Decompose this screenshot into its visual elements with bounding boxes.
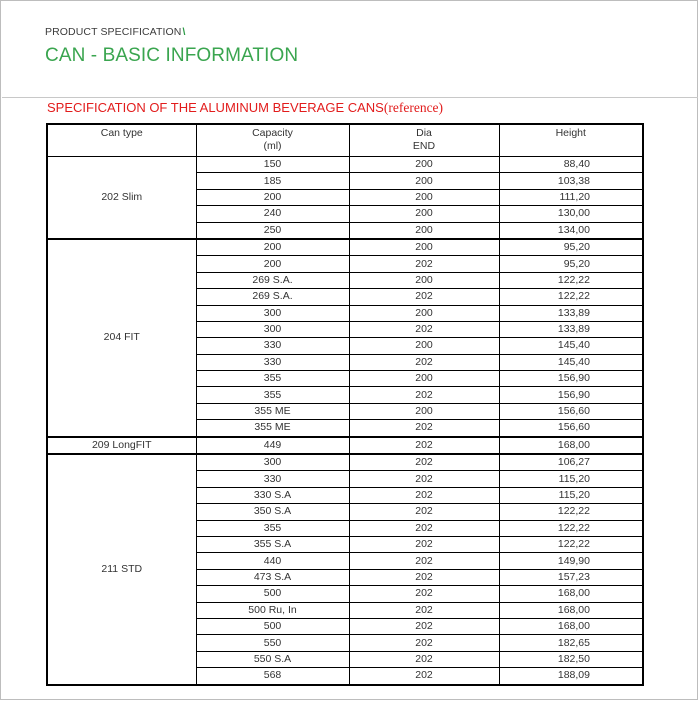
capacity-cell: 150 [196,157,349,173]
height-cell: 182,65 [499,635,643,651]
dia-cell: 202 [349,387,499,403]
height-cell: 133,89 [499,321,643,337]
capacity-cell: 300 [196,305,349,321]
dia-cell: 202 [349,471,499,487]
can-type-cell: 202 Slim [47,157,196,239]
height-cell: 95,20 [499,256,643,272]
dia-cell: 200 [349,305,499,321]
dia-cell: 202 [349,668,499,685]
dia-cell: 202 [349,321,499,337]
capacity-cell: 300 [196,321,349,337]
dia-cell: 202 [349,354,499,370]
height-cell: 156,90 [499,371,643,387]
dia-cell: 202 [349,454,499,471]
kicker-mark: \ [182,26,186,38]
header-divider [2,97,698,98]
can-spec-table [46,123,644,686]
header-capacity-label: Capacity [252,127,293,139]
dia-cell: 202 [349,487,499,503]
table-row [47,437,643,454]
capacity-cell: 269 S.A. [196,289,349,305]
header-dia-sub: END [412,140,436,152]
header-can-type-label: Can type [100,127,143,139]
dia-cell: 200 [349,338,499,354]
capacity-cell: 355 [196,520,349,536]
height-cell: 103,38 [499,173,643,189]
section-title-text: SPECIFICATION OF THE ALUMINUM BEVERAGE CANS [47,100,384,115]
dia-cell: 202 [349,420,499,437]
page-title: CAN - BASIC INFORMATION [45,45,299,66]
capacity-cell: 355 ME [196,403,349,419]
height-cell: 182,50 [499,651,643,667]
capacity-cell: 500 Ru, In [196,602,349,618]
height-cell: 122,22 [499,504,643,520]
dia-cell: 202 [349,536,499,552]
dia-cell: 200 [349,222,499,239]
height-cell: 122,22 [499,272,643,288]
height-cell: 156,60 [499,420,643,437]
dia-cell: 202 [349,569,499,585]
kicker-label: PRODUCT SPECIFICATION [45,26,182,38]
dia-cell: 200 [349,272,499,288]
table-row [47,157,643,173]
header-can-type [47,124,196,157]
height-cell: 145,40 [499,338,643,354]
capacity-cell: 269 S.A. [196,272,349,288]
dia-cell: 202 [349,256,499,272]
capacity-cell: 355 [196,371,349,387]
capacity-cell: 355 S.A [196,536,349,552]
height-cell: 115,20 [499,487,643,503]
capacity-cell: 300 [196,454,349,471]
height-cell: 122,22 [499,289,643,305]
capacity-cell: 440 [196,553,349,569]
dia-cell: 202 [349,618,499,634]
table-header-row [47,124,643,157]
height-cell: 156,60 [499,403,643,419]
document-kicker [45,26,186,38]
height-cell: 130,00 [499,206,643,222]
header-height-label: Height [555,127,586,139]
height-cell: 188,09 [499,668,643,685]
capacity-cell: 550 S.A [196,651,349,667]
dia-cell: 200 [349,173,499,189]
capacity-cell: 330 [196,354,349,370]
table-row [47,239,643,256]
dia-cell: 202 [349,651,499,667]
table-row [47,454,643,471]
capacity-cell: 200 [196,189,349,205]
height-cell: 157,23 [499,569,643,585]
capacity-cell: 568 [196,668,349,685]
capacity-cell: 330 [196,471,349,487]
capacity-cell: 449 [196,437,349,454]
dia-cell: 202 [349,586,499,602]
can-type-cell: 204 FIT [47,239,196,437]
header-capacity-unit: (ml) [263,140,282,152]
height-cell: 88,40 [499,157,643,173]
can-type-cell: 209 LongFIT [47,437,196,454]
capacity-cell: 500 [196,618,349,634]
capacity-cell: 200 [196,256,349,272]
height-cell: 145,40 [499,354,643,370]
height-cell: 168,00 [499,618,643,634]
dia-cell: 200 [349,206,499,222]
dia-cell: 202 [349,635,499,651]
header-height [499,124,643,157]
height-cell: 168,00 [499,437,643,454]
can-type-cell: 211 STD [47,454,196,684]
capacity-cell: 330 [196,338,349,354]
header-capacity [196,124,349,157]
capacity-cell: 355 [196,387,349,403]
dia-cell: 202 [349,437,499,454]
dia-cell: 202 [349,289,499,305]
capacity-cell: 200 [196,239,349,256]
section-title-suffix: (reference) [383,100,444,115]
height-cell: 95,20 [499,239,643,256]
dia-cell: 200 [349,239,499,256]
dia-cell: 202 [349,504,499,520]
dia-cell: 202 [349,553,499,569]
height-cell: 133,89 [499,305,643,321]
capacity-cell: 330 S.A [196,487,349,503]
capacity-cell: 355 ME [196,420,349,437]
dia-cell: 202 [349,602,499,618]
header-dia-label: Dia [416,127,432,139]
capacity-cell: 473 S.A [196,569,349,585]
height-cell: 149,90 [499,553,643,569]
height-cell: 156,90 [499,387,643,403]
height-cell: 111,20 [499,189,643,205]
table-body [47,157,643,685]
height-cell: 168,00 [499,602,643,618]
height-cell: 122,22 [499,520,643,536]
capacity-cell: 185 [196,173,349,189]
height-cell: 115,20 [499,471,643,487]
height-cell: 122,22 [499,536,643,552]
dia-cell: 200 [349,189,499,205]
capacity-cell: 350 S.A [196,504,349,520]
capacity-cell: 240 [196,206,349,222]
dia-cell: 200 [349,403,499,419]
dia-cell: 200 [349,371,499,387]
dia-cell: 200 [349,157,499,173]
dia-cell: 202 [349,520,499,536]
height-cell: 134,00 [499,222,643,239]
capacity-cell: 500 [196,586,349,602]
capacity-cell: 250 [196,222,349,239]
height-cell: 168,00 [499,586,643,602]
capacity-cell: 550 [196,635,349,651]
header-dia [349,124,499,157]
section-title [47,100,443,116]
height-cell: 106,27 [499,454,643,471]
